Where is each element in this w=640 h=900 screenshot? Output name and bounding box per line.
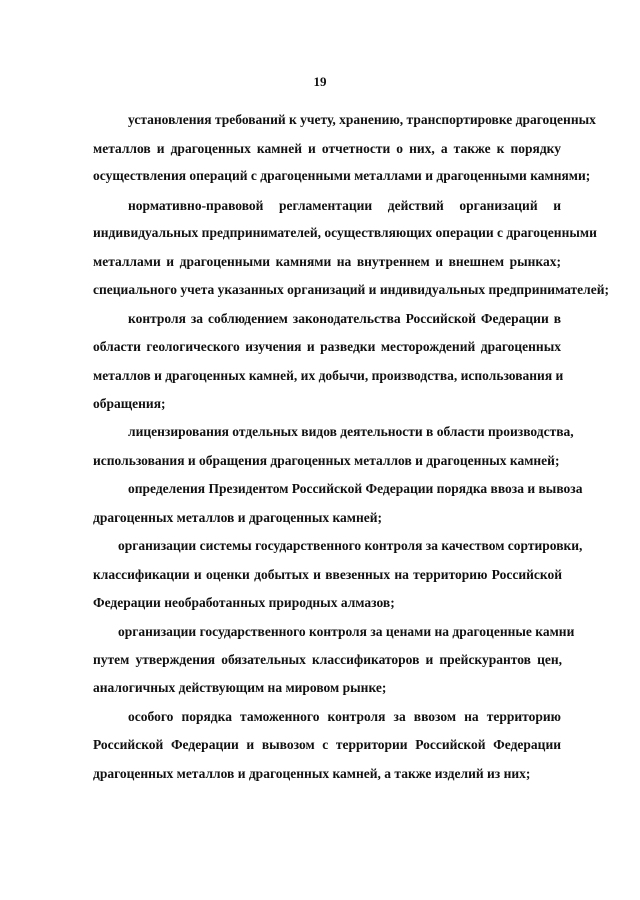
text-line: аналогичных действующим на мировом рынке; xyxy=(93,680,387,695)
text-line: использования и обращения драгоценных металлов и драгоценных камней; xyxy=(93,453,560,468)
text-line: классификации и оценки добытых и ввезенных на территорию Российской xyxy=(93,567,562,582)
text-line: Российской Федерации и вывозом с территории Российской Федерации xyxy=(93,737,561,752)
text-line: организации системы государственного контроля за качеством сортировки, xyxy=(118,538,583,553)
text-line: драгоценных металлов и драгоценных камней; xyxy=(93,510,383,525)
text-line: драгоценных металлов и драгоценных камней, а также изделий из них; xyxy=(93,766,531,781)
text-line: определения Президентом Российской Федерации порядка ввоза и вывоза xyxy=(128,481,583,496)
text-line: Федерации необработанных природных алмазов; xyxy=(93,595,395,610)
text-line: индивидуальных предпринимателей, осуществляющих операции с драгоценными xyxy=(93,225,597,240)
text-line: осуществления операций с драгоценными металлами и драгоценными камнями; xyxy=(93,168,591,183)
text-line: области геологического изучения и разведки месторождений драгоценных xyxy=(93,339,561,354)
text-line: металлов и драгоценных камней и отчетности о них, а также к порядку xyxy=(93,141,561,156)
text-line: лицензирования отдельных видов деятельности в области производства, xyxy=(128,424,574,439)
text-line: путем утверждения обязательных классификаторов и прейскурантов цен, xyxy=(93,652,562,667)
text-line: обращения; xyxy=(93,396,166,411)
page-number: 19 xyxy=(313,74,327,89)
text-line: металлов и драгоценных камней, их добычи, производства, использования и xyxy=(93,368,564,383)
text-line: металлами и драгоценными камнями на внутреннем и внешнем рынках; xyxy=(93,254,561,269)
text-line: установления требований к учету, хранению, транспортировке драгоценных xyxy=(128,112,596,127)
text-line: особого порядка таможенного контроля за ввозом на территорию xyxy=(128,709,561,724)
text-line: контроля за соблюдением законодательства Российской Федерации в xyxy=(128,311,561,326)
text-line: специального учета указанных организаций и индивидуальных предпринимателей; xyxy=(93,282,610,297)
text-line: организации государственного контроля за ценами на драгоценные камни xyxy=(118,624,575,639)
text-line: нормативно-правовой регламентации действий организаций и xyxy=(128,198,561,213)
